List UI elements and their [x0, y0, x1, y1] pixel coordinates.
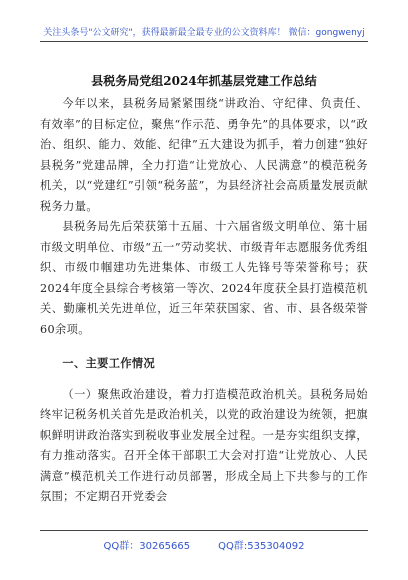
- body-paragraph-2: 县税务局先后荣获第十五届、十六届省级文明单位、第十届市级文明单位、市级“五一”劳动奖状、市级青年志愿服务优秀组织、市级巾帼建功先进集体、市级工人先锋号等荣誉称号；获2024年度全县综合考核第一等次、2024年度获全县打造模范机关、勤廉机关先进单位，近三年荣获国家、省、市、县各级荣誉60余项。: [40, 220, 368, 336]
- body-paragraph-1: 今年以来，县税务局紧紧围绕“讲政治、守纪律、负责任、有效率”的目标定位，聚焦“作示范、勇争先”的具体要求，以“政治、组织、能力、效能、纪律”五大建设为抓手，着力创建“独好县税务”党建品牌，全力打造“让党放心、人民满意”的模范税务机关，以“党建红”引领“税务蓝”，为县经济社会高质量发展贡献税务力量。: [40, 97, 368, 213]
- top-banner: 关注头条号"公文研究"，获得最新最全最专业的公文资料库！ 微信：gongwenyj: [43, 28, 365, 38]
- document-title: 县税务局党组2024年抓基层党建工作总结: [91, 74, 317, 88]
- footer-qq-group-1: QQ群：30265665: [103, 541, 191, 552]
- footer: [0, 537, 408, 552]
- document-body: [40, 94, 368, 508]
- section-heading: 一、主要工作情况: [62, 357, 156, 370]
- footer-divider: [40, 530, 368, 531]
- header-divider: [40, 41, 368, 42]
- section-paragraph: （一）聚焦政治建设，着力打造模范政治机关。县税务局始终牢记税务机关首先是政治机关，以党的政治建设为统领，把旗帜鲜明讲政治落实到税收事业发展全过程。一是夯实组织支撑，有力推动落实。召开全体干部职工大会对打造“让党放心、人民满意”模范机关工作进行动员部署，形成全局上下共参与的工作氛围；不定期召开党委会: [40, 387, 368, 503]
- footer-qq-group-2: QQ群:535304092: [218, 541, 305, 552]
